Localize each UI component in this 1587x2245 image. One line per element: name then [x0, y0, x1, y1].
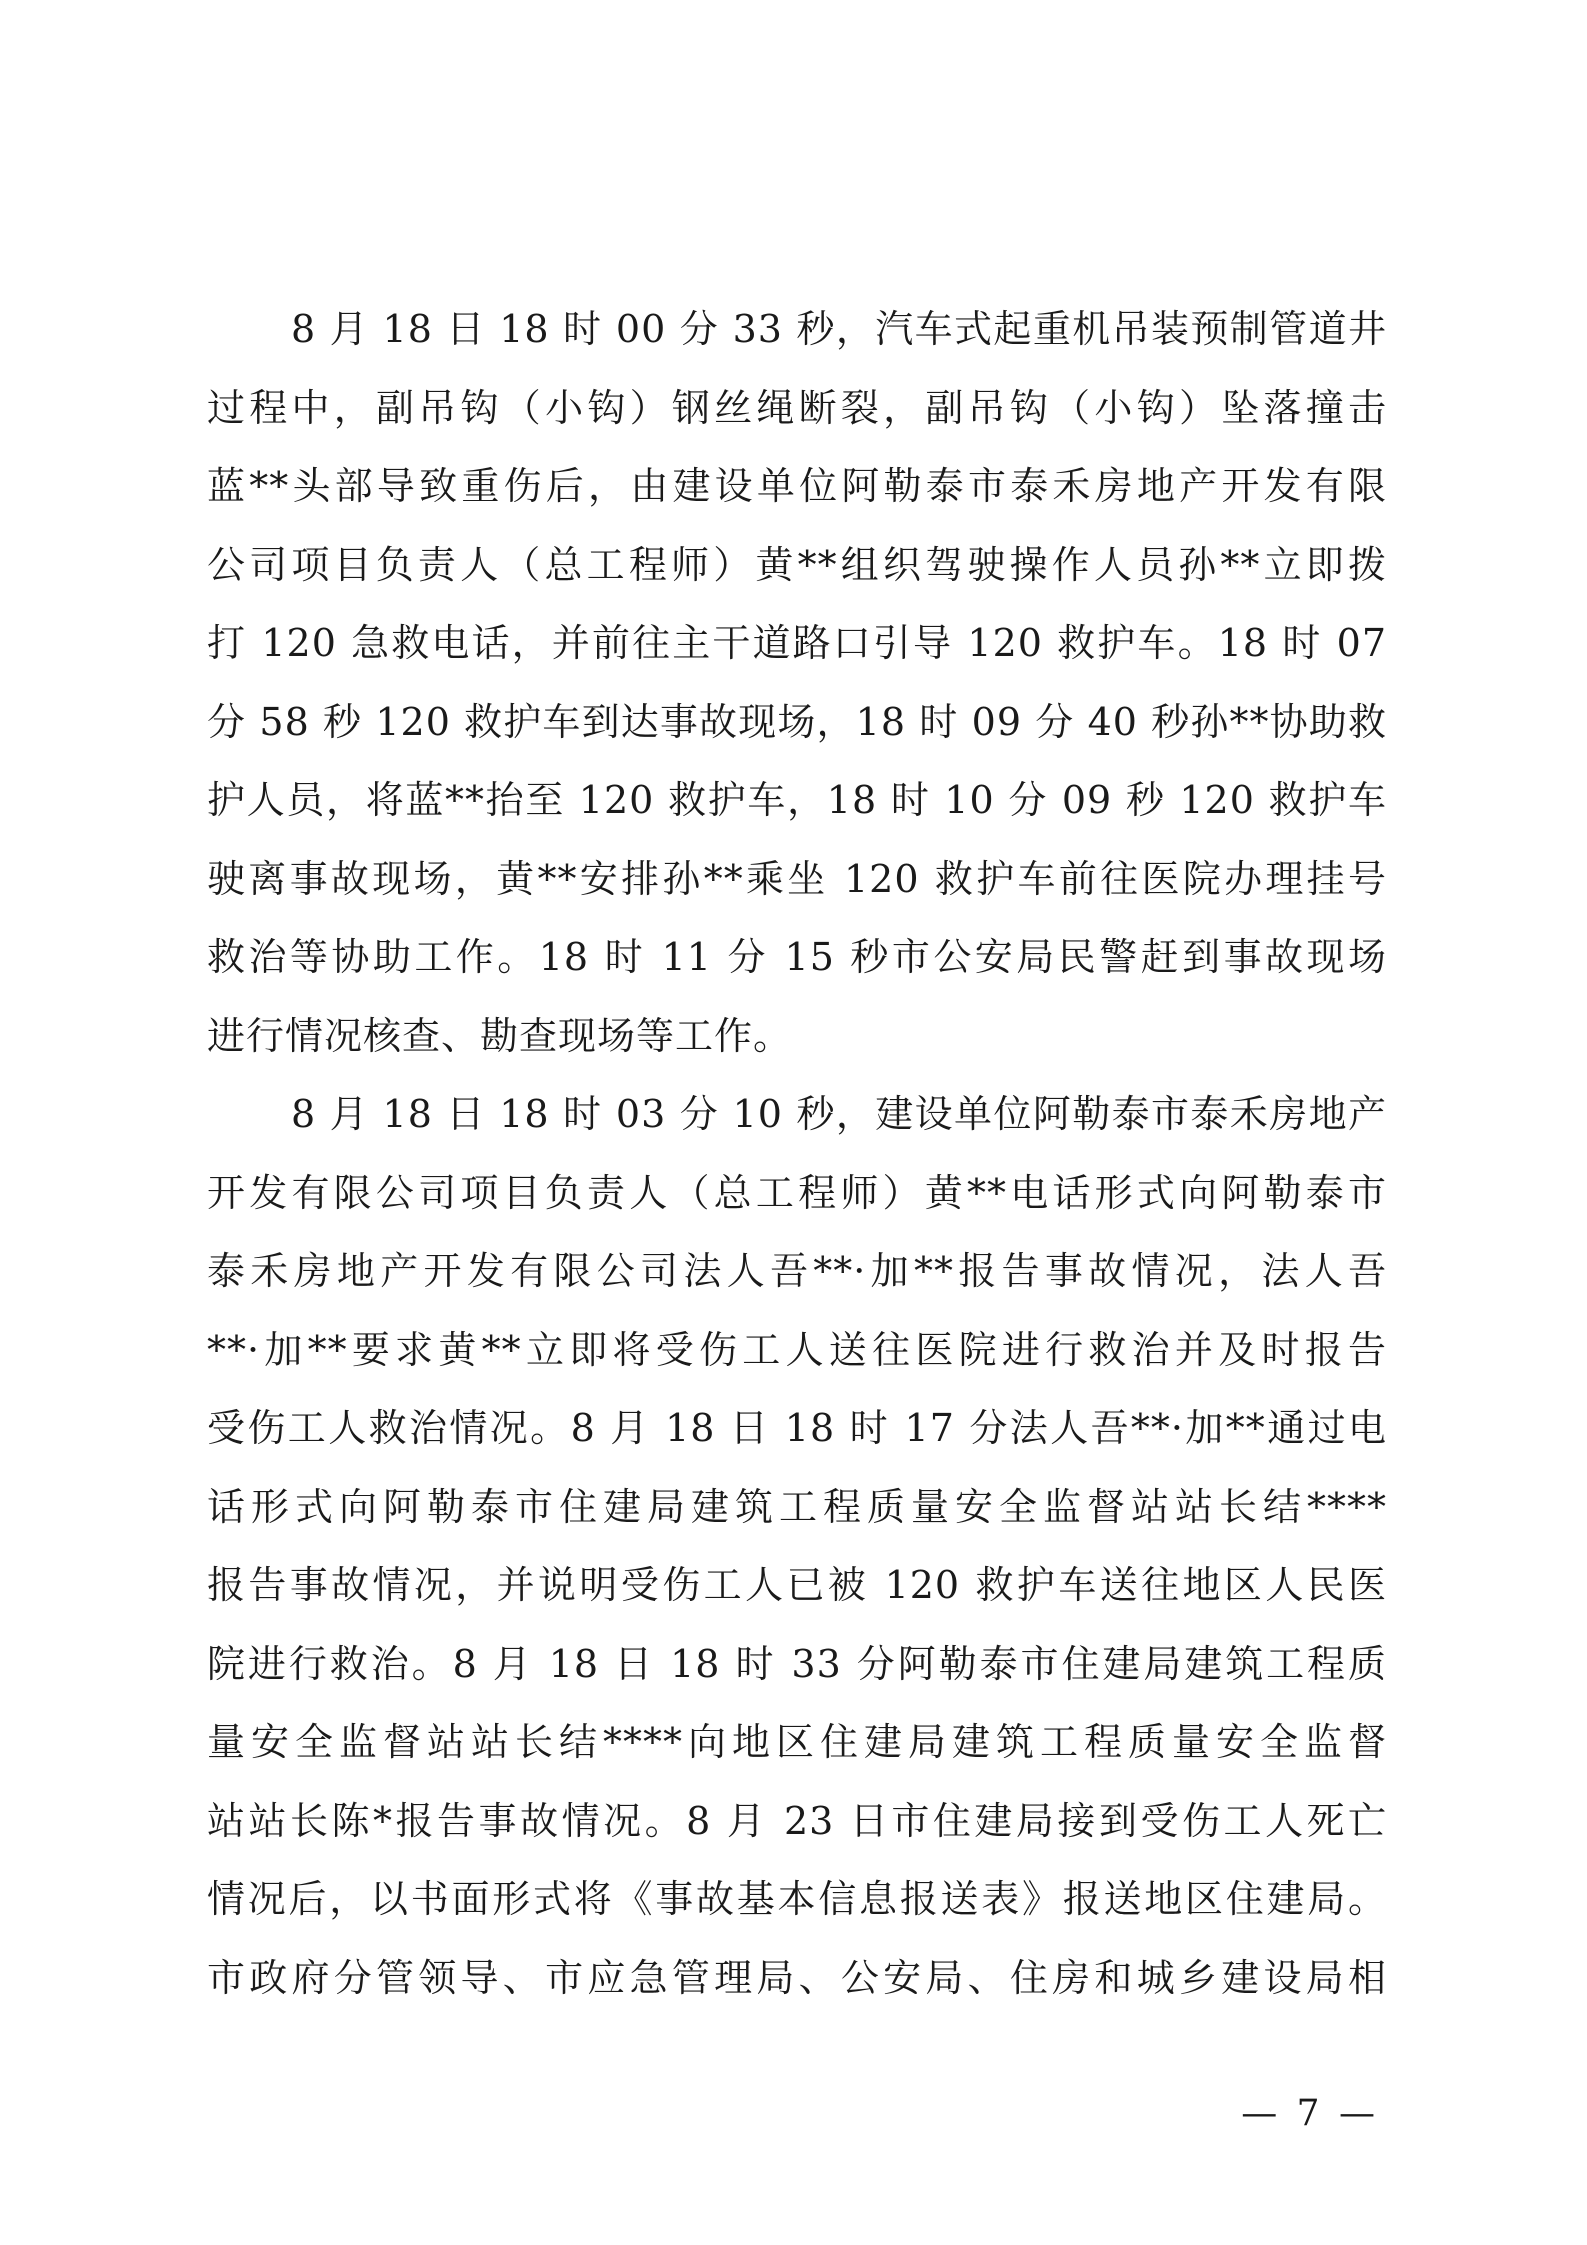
text-line: 8 月 18 日 18 时 03 分 10 秒，建设单位阿勒泰市泰禾房地产: [291, 1092, 1387, 1136]
text-line: 站站长陈*报告事故情况。8 月 23 日市住建局接到受伤工人死亡: [207, 1798, 1387, 1843]
text-line: 泰禾房地产开发有限公司法人吾**·加**报告事故情况，法人吾: [207, 1249, 1387, 1293]
text-line: 8 月 18 日 18 时 00 分 33 秒，汽车式起重机吊装预制管道井: [291, 307, 1387, 351]
text-line: 报告事故情况，并说明受伤工人已被 120 救护车送往地区人民医: [207, 1563, 1387, 1607]
text-line: 救治等协助工作。18 时 11 分 15 秒市公安局民警赶到事故现场: [207, 935, 1387, 979]
text-line: 蓝**头部导致重伤后，由建设单位阿勒泰市泰禾房地产开发有限: [207, 464, 1387, 508]
text-line: 护人员，将蓝**抬至 120 救护车，18 时 10 分 09 秒 120 救护车: [207, 778, 1387, 822]
text-line: 院进行救治。8 月 18 日 18 时 33 分阿勒泰市住建局建筑工程质: [207, 1641, 1387, 1686]
text-line: **·加**要求黄**立即将受伤工人送往医院进行救治并及时报告: [207, 1327, 1387, 1372]
text-line: 开发有限公司项目负责人（总工程师）黄**电话形式向阿勒泰市: [207, 1170, 1387, 1215]
text-line: 话形式向阿勒泰市住建局建筑工程质量安全监督站站长结****: [207, 1484, 1387, 1529]
document-body: [207, 290, 1387, 2017]
paragraph-incident-reporting: [207, 1075, 1387, 2017]
text-line: 市政府分管领导、市应急管理局、公安局、住房和城乡建设局相: [207, 1955, 1387, 2000]
text-line: 量安全监督站站长结****向地区住建局建筑工程质量安全监督: [207, 1720, 1387, 1764]
text-line: 驶离事故现场，黄**安排孙**乘坐 120 救护车前往医院办理挂号: [207, 856, 1387, 901]
page-number: — 7 —: [1241, 2093, 1379, 2134]
text-line: 进行情况核查、勘查现场等工作。: [207, 1013, 793, 1058]
text-line: 受伤工人救治情况。8 月 18 日 18 时 17 分法人吾**·加**通过电: [207, 1406, 1387, 1450]
text-line: 过程中，副吊钩（小钩）钢丝绳断裂，副吊钩（小钩）坠落撞击: [207, 385, 1387, 430]
paragraph-emergency-rescue: [207, 290, 1387, 1075]
text-line: 公司项目负责人（总工程师）黄**组织驾驶操作人员孙**立即拨: [207, 542, 1387, 587]
text-line: 情况后，以书面形式将《事故基本信息报送表》报送地区住建局。: [207, 1877, 1387, 1921]
text-line: 打 120 急救电话，并前往主干道路口引导 120 救护车。18 时 07: [207, 621, 1387, 665]
text-line: 分 58 秒 120 救护车到达事故现场，18 时 09 分 40 秒孙**协助救: [207, 699, 1387, 744]
